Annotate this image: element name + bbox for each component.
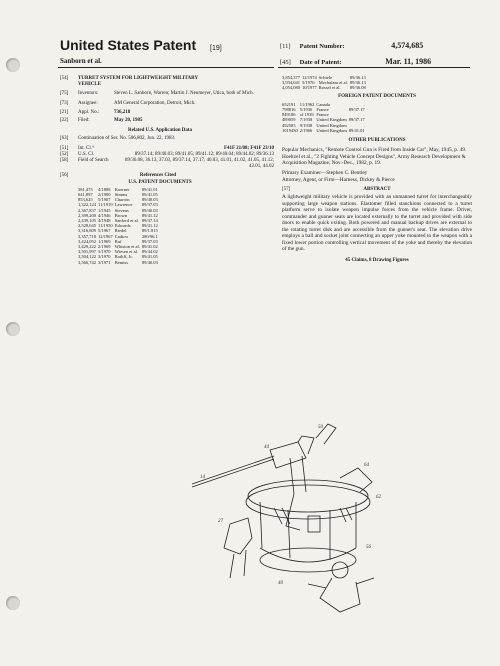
reference-cell: 853,625 [78,197,93,203]
assignee-row: [73] Assignee: AM General Corporation, Detroit, Mich. [60,100,196,106]
reference-cell: Lawrence [114,202,133,208]
reference-cell: 3/1971 [98,259,111,265]
reference-row [78,202,160,207]
reference-cell: Simms [114,192,128,198]
reference-cell: 89/41.12 [141,212,158,218]
reference-cell: Sanford et al. [114,218,139,224]
reference-cell: 89/37.14 [141,218,158,224]
reference-cell: 2,399,200 [78,212,96,218]
uscl-row: [52] U.S. Cl. 89/37.14; 89/40.03; 89/41.05; 89/41.12; 89/40.04; 89/44.02; 89/36.13 [60,151,274,157]
reference-cell: 12/1974 [302,75,317,80]
right-us-references-table [282,75,368,91]
reference-cell: 5/1976 [302,80,315,86]
reference-cell: 89/1.815 [141,228,158,234]
reference-cell: Ruf [114,238,122,244]
reference-cell: 2,528,645 [78,223,96,229]
patent-office-title: United States Patent [19] [60,37,222,53]
punch-hole [6,58,20,72]
biblio-block [60,76,278,265]
reference-cell: of 1939 [299,112,314,118]
reference-cell: 9/1938 [299,122,313,128]
abstract-text: A lightweight military vehicle is provided with an unmanned turret for interchangeably supporting large weapon stations. Elastomer filled stanchions connected to a turret platform serve to isolate weapon impulse forces from the vehicle frame. Driver, commander and gunner seats are located externally to the turret and provided with side doors to enable quick exiting. Both powered and manual backup drives are external to the rotating turret disk and are accessible from the gunner's seat. The elevation drive employs a ball and socket joint connecting an upper yoke mounted to the weapon with a fixed lower portion controlling vertical movement of the yoke and thereby the elevation of the gun. [282,194,472,253]
ref-numeral: 40 [278,581,283,586]
foreign-references-table [282,102,367,133]
reference-cell: 641,897 [78,192,93,198]
reference-cell: 89/37.17 [348,117,365,123]
ref-numeral: 62 [376,495,381,500]
intcl-row: [51] Int. Cl.⁴ F41F 21/08; F41F 23/10 [60,145,274,151]
reference-cell: 89/37.03 [141,202,158,208]
reference-cell: . [363,112,365,118]
reference-cell: France [316,112,329,118]
reference-cell: Schiele [318,75,333,80]
reference-cell: 89/36.13 [349,80,366,86]
ref-numeral: 44 [264,445,269,450]
reference-cell: . [363,122,365,128]
reference-cell: 89/37.03 [141,238,158,244]
reference-cell: 5/1907 [98,197,111,203]
abstract-heading-row: [57] ABSTRACT [282,187,391,193]
reference-cell: 12/1967 [98,233,113,239]
reference-cell: Wiesen et al. [114,249,138,255]
reference-cell: 3,424,052 [78,238,96,244]
reference-cell: Ratliff, Jr. [114,254,133,260]
ref-numeral: 56 [366,545,371,550]
reference-cell: 89/36.13 [349,75,366,80]
reference-cell: Rossel et al. [318,85,341,91]
inventors-row: [75] Inventors: Steven L. Sanborn, Warren; Martin J. Neumeyer, Utica, both of Mich. [60,91,254,97]
reference-cell: 11/1962 [299,101,315,107]
reference-cell: 3,316,809 [78,228,96,234]
reference-cell: 4,054,080 [282,85,300,91]
reference-cell: Bemiss [114,259,129,265]
field-search-row: [58] Field of Search 89/36.08, 36.13, 37.03, 89/37.14, 37.17, 40.03, 41.01, 41.02, 41.05, 41.12, 42.01, 44.02 [60,158,274,170]
reference-cell: 7/1938 [299,117,313,123]
reference-cell: 89/37.17 [348,107,365,113]
ref-numeral: 64 [364,463,369,468]
reference-cell: Edwards [114,223,131,229]
reference-cell: 3,934,041 [282,80,300,86]
us-references-table [78,187,160,265]
reference-cell: 489059 [282,117,296,123]
reference-cell: 1/1945 [98,207,111,213]
reference-cell: 4/1888 [98,186,111,192]
claims-drawings: 45 Claims, 8 Drawing Figures [345,257,409,263]
reference-cell: 89/41.02 [141,244,158,250]
related-data-heading: Related U.S. Application Data [127,128,193,134]
reference-cell: 652191 [282,101,296,107]
ref-numeral: 27 [218,519,223,524]
other-publications-heading: OTHER PUBLICATIONS [348,138,406,144]
reference-cell: 5/1967 [98,228,111,234]
reference-cell: 89/41.01 [348,127,365,133]
reference-cell: 2/1900 [98,192,111,198]
reference-cell: 3,357,718 [78,233,96,239]
reference-cell: . [363,101,365,107]
reference-cell: 3,501,997 [78,249,96,255]
reference-cell: 11/1950 [98,223,113,229]
reference-cell: Charron [114,197,130,203]
reference-cell: 89/40.03 [141,197,158,203]
reference-row [78,228,160,233]
filed-row: [22] Filed: May 20, 1985 [60,118,143,124]
ref-numeral: 50 [318,425,323,430]
reference-cell: 492583 [282,122,296,128]
reference-cell: 2,367,837 [78,207,96,213]
us-docs-heading: U.S. PATENT DOCUMENTS [128,179,192,185]
foreign-docs-heading: FOREIGN PATENT DOCUMENTS [338,93,416,99]
reference-cell: 89/36.08 [349,85,366,91]
ref-numeral: 14 [200,475,205,480]
reference-cell: Brown [114,212,128,218]
reference-cell: 89/41.01 [141,186,158,192]
reference-cell: 4/1946 [98,212,111,218]
patent-number-row: [11] Patent Number: 4,574,685 [280,41,424,50]
references-cited-row: [56] References Cited [60,173,177,179]
continuation-row: [63] Continuation of Ser. No. 506,802, Jun. 22, 1983. [60,136,176,142]
reference-row [282,85,368,90]
reference-cell: 2/1966 [299,127,313,133]
title-row: [54] TURRET SYSTEM FOR LIGHTWEIGHT MILITARY VEHICLE [60,76,198,88]
reference-cell: 11/1919 [98,202,113,208]
reference-cell: Mechulam et al. [318,80,348,86]
reference-cell: Whiston et al. [114,244,140,250]
header-rule-right [278,67,470,68]
reference-cell: United Kingdom [316,127,347,133]
reference-cell: 1019430 [282,127,298,133]
reference-cell: Canada [316,101,330,107]
reference-cell: 1/1969 [98,238,111,244]
reference-cell: Riedel [114,228,127,234]
reference-cell: 89/41.05 [141,192,158,198]
reference-cell: 2/1969 [98,244,111,250]
header-rule-left [58,67,274,68]
other-publications: Popular Mechanics, "Remote Control Gun is Fired from Inside Car", May, 1945, p. 49. Hoeltzel et al., "2 Fighting Vehicle Concept Designs", Army Research Development & Acquisition Magazine, Nov.-Dec., 1982, p. 19. [282,147,467,167]
reference-cell: 849186 [282,112,296,118]
examiner-block: Primary Examiner—Stephen C. Bentley Attorney, Agent, or Firm—Harness, Dickey & Pierce [282,170,395,183]
reference-row [78,260,160,265]
reference-cell: 798816 [282,107,296,113]
reference-cell: 89/40.03 [141,259,158,265]
punch-hole [6,596,20,610]
right-column [282,75,472,264]
appl-no-row: [21] Appl. No.: 736,218 [60,109,131,115]
reference-cell: 3/1970 [98,254,111,260]
reference-cell: 3,854,377 [282,75,300,80]
patent-date-row: [45] Date of Patent: Mar. 11, 1986 [280,57,432,66]
reference-cell: 10/1977 [302,85,317,91]
reference-cell: 381,475 [78,186,93,192]
punch-hole [6,322,20,336]
reference-cell: 3,566,742 [78,259,96,265]
reference-cell: 2,439,105 [78,218,96,224]
reference-cell: 89/40.03 [141,207,158,213]
reference-cell: United Kingdom [316,122,347,128]
reference-row [282,117,367,122]
turret-drawing [190,398,390,618]
reference-cell: United Kingdom [316,117,347,123]
reference-cell: 89/41.12 [141,223,158,229]
inventor-header: Sanborn et al. [60,57,102,65]
reference-cell: 5/1936 [299,107,313,113]
reference-cell: 89/44.02 [141,249,158,255]
reference-cell: Stevens [114,207,129,213]
reference-row [282,128,367,133]
reference-cell: Koerner [114,186,130,192]
reference-cell: 89/41.05 [141,254,158,260]
reference-cell: 3,429,222 [78,244,96,250]
reference-cell: Cadiou [114,233,128,239]
reference-cell: 3,504,122 [78,254,96,260]
reference-row [78,254,160,259]
reference-cell: 1,322,124 [78,202,96,208]
reference-cell: 280/96.1 [141,233,158,239]
reference-cell: France [316,107,329,113]
reference-cell: 3/1970 [98,249,111,255]
reference-cell: 4/1948 [98,218,111,224]
